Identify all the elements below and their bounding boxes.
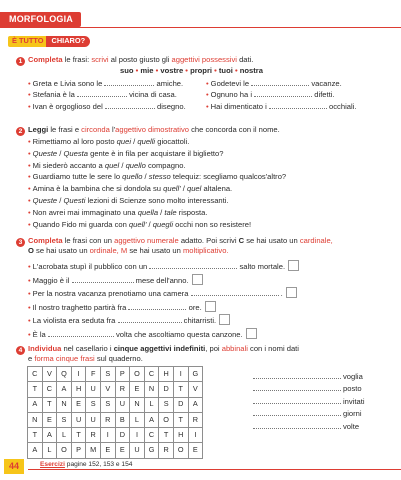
ex3-number: 3 xyxy=(16,238,25,247)
ex4-noun-list xyxy=(253,372,398,434)
grid-cell[interactable]: D xyxy=(173,397,188,412)
noun-row xyxy=(253,422,398,434)
fill-line xyxy=(28,314,398,328)
answer-blank[interactable] xyxy=(253,372,341,379)
choice-word[interactable]: quei xyxy=(116,137,132,146)
grid-cell[interactable]: S xyxy=(86,397,101,412)
instruction-segment: scrivi xyxy=(91,55,109,64)
bullet-icon: • xyxy=(28,289,31,299)
sentence-text: Non avrei mai immaginato una xyxy=(32,207,138,217)
word-separator-icon: • xyxy=(133,66,141,75)
grid-cell[interactable]: E xyxy=(188,443,203,458)
section-title: MORFOLOGIA xyxy=(0,12,81,27)
grid-cell[interactable]: P xyxy=(71,443,86,458)
grid-row xyxy=(28,367,203,382)
sentence-start: L'acrobata stupì il pubblico con un xyxy=(32,262,150,271)
instruction-segment: le frasi e xyxy=(48,125,82,134)
sentence-text: altalena. xyxy=(201,184,233,194)
grid-cell[interactable]: E xyxy=(130,382,145,397)
bullet-icon: • xyxy=(28,262,31,271)
sentence-row xyxy=(28,208,398,220)
answer-blank[interactable] xyxy=(149,262,237,269)
answer-checkbox[interactable] xyxy=(192,274,203,285)
ex1-word-bank xyxy=(120,66,263,75)
bullet-icon: • xyxy=(28,172,31,182)
instruction-segment: se hai usato un xyxy=(244,236,300,245)
ex1-instruction-text xyxy=(28,55,253,64)
word-separator-icon: • xyxy=(232,66,240,75)
sentence-text: Amina è la bambina che si dondola su xyxy=(32,184,164,194)
grid-cell[interactable]: C xyxy=(144,367,159,382)
grid-cell[interactable]: R xyxy=(100,412,115,427)
instruction-segment: aggettivi possessivi xyxy=(171,55,237,64)
sentence-end: vacanze. xyxy=(309,79,342,88)
ex2-number: 2 xyxy=(16,127,25,136)
instruction-segment: e xyxy=(28,354,35,363)
bullet-icon: • xyxy=(28,275,31,285)
instruction-segment: l' xyxy=(109,125,116,134)
choice-word[interactable]: Questa xyxy=(63,148,88,158)
grid-cell[interactable]: A xyxy=(144,412,159,427)
grid-cell[interactable]: H xyxy=(71,382,86,397)
grid-cell[interactable]: O xyxy=(57,443,72,458)
grid-cell[interactable]: U xyxy=(130,443,145,458)
ex4-number: 4 xyxy=(16,346,25,355)
sentence-end: disegno. xyxy=(154,101,186,111)
choice-word[interactable]: quelli xyxy=(137,137,156,146)
grid-cell[interactable]: V xyxy=(188,382,203,397)
ex3-instruction-line1 xyxy=(28,236,333,245)
grid-cell[interactable]: G xyxy=(144,443,159,458)
answer-blank[interactable] xyxy=(104,79,154,86)
grid-cell[interactable]: I xyxy=(130,428,145,443)
noun-row xyxy=(253,384,398,396)
instruction-segment: forma cinque frasi xyxy=(34,354,95,363)
instruction-segment: al posto giusto gli xyxy=(108,55,172,64)
ex1-instruction xyxy=(16,55,253,66)
bullet-icon: • xyxy=(28,219,31,229)
instruction-segment: se hai usato un xyxy=(33,246,90,255)
grid-cell[interactable]: L xyxy=(57,428,72,443)
word-bank-item: nostra xyxy=(239,66,263,75)
grid-row xyxy=(28,443,203,458)
sentence-text: giocattoli. xyxy=(155,137,190,146)
fill-line xyxy=(206,79,396,90)
grid-cell[interactable]: C xyxy=(28,367,43,382)
grid-cell[interactable]: L xyxy=(42,443,57,458)
grid-cell[interactable]: T xyxy=(159,428,174,443)
grid-cell[interactable]: E xyxy=(42,412,57,427)
ex2-list xyxy=(28,137,398,231)
grid-cell[interactable]: V xyxy=(100,382,115,397)
choice-word[interactable]: quello xyxy=(125,160,146,170)
sentence-row xyxy=(28,149,398,161)
sentence-end: mese dell'anno. xyxy=(133,275,189,285)
grid-cell[interactable]: N xyxy=(57,397,72,412)
ex4-instruction-line1 xyxy=(28,344,299,353)
noun-label: posto xyxy=(343,384,362,394)
bullet-icon: • xyxy=(28,79,31,88)
footer-rule xyxy=(28,469,401,470)
grid-cell[interactable]: I xyxy=(100,428,115,443)
review-badge xyxy=(8,36,90,47)
grid-cell[interactable]: M xyxy=(86,443,101,458)
fill-line xyxy=(28,301,398,315)
grid-cell[interactable]: S xyxy=(57,412,72,427)
sentence-row xyxy=(28,172,398,184)
answer-checkbox[interactable] xyxy=(286,287,297,298)
word-bank-item: tuoi xyxy=(218,66,233,75)
grid-cell[interactable]: H xyxy=(159,367,174,382)
answer-blank[interactable] xyxy=(253,409,341,416)
answer-blank[interactable] xyxy=(269,102,327,109)
instruction-segment: O xyxy=(28,246,34,255)
word-bank-item: propri xyxy=(190,66,213,75)
answer-blank[interactable] xyxy=(253,384,341,391)
fill-line xyxy=(28,274,398,288)
instruction-segment: Leggi xyxy=(28,125,49,134)
answer-blank[interactable] xyxy=(72,276,134,283)
sentence-text: / xyxy=(57,195,64,205)
answer-blank[interactable] xyxy=(254,90,312,97)
sentence-row xyxy=(28,196,398,208)
fill-line xyxy=(28,328,398,342)
choice-word[interactable]: stesso xyxy=(148,172,171,182)
sentence-text: compagno. xyxy=(145,160,186,170)
instruction-segment: C xyxy=(238,236,245,245)
grid-cell[interactable]: O xyxy=(130,367,145,382)
sentence-text: Rimettiamo al loro posto xyxy=(32,137,117,146)
grid-cell[interactable]: B xyxy=(115,412,130,427)
grid-cell[interactable]: T xyxy=(173,412,188,427)
sentence-text: / xyxy=(146,219,153,229)
word-separator-icon: • xyxy=(212,66,219,75)
sentence-text: Quando Fido mi guarda con xyxy=(32,219,129,229)
grid-cell[interactable]: D xyxy=(115,428,130,443)
noun-label: invitati xyxy=(343,396,365,406)
grid-cell[interactable]: S xyxy=(159,397,174,412)
sentence-text: telequiz: scegliamo qualcos'altro? xyxy=(170,172,287,182)
answer-blank[interactable] xyxy=(253,422,341,429)
grid-cell[interactable]: A xyxy=(28,397,43,412)
fill-line xyxy=(28,102,208,113)
sentence-start: Godetevi le xyxy=(210,79,252,88)
bullet-icon: • xyxy=(28,101,31,111)
sentence-start: Maggio è il xyxy=(32,275,72,285)
sentence-end: volta che ascoltiamo questa canzone. xyxy=(113,329,243,339)
sentence-end: salto mortale. xyxy=(237,262,286,271)
noun-row xyxy=(253,409,398,421)
bullet-icon: • xyxy=(28,90,31,100)
instruction-segment: cinque aggettivi indefiniti xyxy=(113,344,206,353)
choice-word[interactable]: quel xyxy=(104,160,120,170)
choice-word[interactable]: quella xyxy=(137,207,159,217)
bullet-icon: • xyxy=(206,90,209,100)
sentence-end: . xyxy=(278,289,283,299)
header-rule xyxy=(0,27,401,28)
grid-cell[interactable]: S xyxy=(100,367,115,382)
sentence-start: Stefania è la xyxy=(32,90,77,100)
grid-cell[interactable]: N xyxy=(144,382,159,397)
ex3-list xyxy=(28,260,398,342)
exercises-pages: pagine 152, 153 e 154 xyxy=(66,461,133,468)
instruction-segment: Individua xyxy=(28,344,62,353)
answer-checkbox[interactable] xyxy=(288,260,299,271)
bullet-icon: • xyxy=(28,184,31,194)
choice-word[interactable]: tale xyxy=(164,207,177,217)
ex1-left-column xyxy=(28,79,208,113)
fill-line xyxy=(206,90,396,101)
grid-cell[interactable]: A xyxy=(42,428,57,443)
instruction-segment: nel casellario i xyxy=(61,344,114,353)
grid-cell[interactable]: F xyxy=(86,367,101,382)
exercises-label: Esercizi xyxy=(40,461,65,468)
choice-word[interactable]: quello xyxy=(122,172,143,182)
grid-cell[interactable]: Q xyxy=(57,367,72,382)
grid-cell[interactable]: V xyxy=(42,367,57,382)
instruction-segment: dati. xyxy=(236,55,254,64)
instruction-segment: Completa xyxy=(28,236,63,245)
grid-cell[interactable]: T xyxy=(28,382,43,397)
grid-cell[interactable]: P xyxy=(115,367,130,382)
grid-cell[interactable]: I xyxy=(173,367,188,382)
fill-line xyxy=(206,102,396,113)
grid-cell[interactable]: N xyxy=(130,397,145,412)
grid-cell[interactable]: R xyxy=(115,382,130,397)
choice-word[interactable]: quell' xyxy=(128,219,147,229)
sentence-end: ore. xyxy=(186,302,202,312)
sentence-text: / xyxy=(131,137,138,146)
sentence-text: occhi non so resistere! xyxy=(173,219,252,229)
grid-cell[interactable]: T xyxy=(173,382,188,397)
instruction-segment: le frasi: xyxy=(62,55,92,64)
sentence-end: difetti. xyxy=(312,90,335,100)
grid-cell[interactable]: O xyxy=(173,443,188,458)
instruction-segment: che concorda con il nome. xyxy=(189,125,280,134)
bullet-icon: • xyxy=(28,207,31,217)
ex1-number: 1 xyxy=(16,57,25,66)
grid-cell[interactable]: A xyxy=(28,443,43,458)
instruction-segment: le frasi con un xyxy=(62,236,115,245)
bullet-icon: • xyxy=(28,137,31,146)
fill-line xyxy=(28,90,208,101)
instruction-segment: sul quaderno. xyxy=(94,354,143,363)
instruction-segment: aggettivo numerale xyxy=(114,236,179,245)
instruction-segment: cardinale, xyxy=(299,236,333,245)
badge-left: È TUTTO xyxy=(8,36,47,47)
bullet-icon: • xyxy=(206,101,209,111)
answer-checkbox[interactable] xyxy=(219,314,230,325)
sentence-start: Per la nostra vacanza prenotiamo una camera xyxy=(32,289,191,299)
grid-cell[interactable]: G xyxy=(188,367,203,382)
instruction-segment: , poi xyxy=(205,344,222,353)
grid-cell[interactable]: L xyxy=(144,397,159,412)
fill-line xyxy=(28,287,398,301)
answer-checkbox[interactable] xyxy=(246,328,257,339)
grid-row xyxy=(28,397,203,412)
word-bank-item: mie xyxy=(140,66,154,75)
sentence-row xyxy=(28,184,398,196)
sentence-text: gente è in fila per acquistare il biglietto? xyxy=(87,148,224,158)
ex1-right-column xyxy=(206,79,396,113)
choice-word[interactable]: Queste xyxy=(32,148,58,158)
bullet-icon: • xyxy=(28,316,31,326)
choice-word[interactable]: quegli xyxy=(152,219,174,229)
sentence-text: / xyxy=(180,184,187,194)
grid-cell[interactable]: N xyxy=(28,412,43,427)
word-separator-icon: • xyxy=(153,66,161,75)
grid-cell[interactable]: R xyxy=(188,412,203,427)
sentence-end: vicina di casa. xyxy=(127,90,177,100)
grid-cell[interactable]: H xyxy=(173,428,188,443)
grid-row xyxy=(28,382,203,397)
choice-word[interactable]: quell' xyxy=(163,184,181,194)
grid-cell[interactable]: C xyxy=(42,382,57,397)
sentence-text: Mi siederò accanto a xyxy=(32,160,105,170)
instruction-segment: Completa xyxy=(28,55,63,64)
noun-label: voglia xyxy=(343,372,363,381)
grid-cell[interactable]: E xyxy=(71,397,86,412)
grid-cell[interactable]: T xyxy=(71,428,86,443)
grid-row xyxy=(28,412,203,427)
grid-cell[interactable]: E xyxy=(115,443,130,458)
sentence-end: amiche. xyxy=(154,79,184,88)
grid-cell[interactable]: L xyxy=(130,412,145,427)
instruction-segment: con i nomi dati xyxy=(247,344,299,353)
ex2-instruction-text xyxy=(28,125,280,134)
answer-blank[interactable] xyxy=(128,303,186,310)
sentence-row xyxy=(28,220,398,232)
instruction-segment: adatto. Poi scrivi xyxy=(178,236,239,245)
badge-right: CHIARO? xyxy=(46,36,90,47)
answer-blank[interactable] xyxy=(105,102,155,109)
fill-line xyxy=(28,260,398,274)
grid-cell[interactable]: U xyxy=(86,412,101,427)
sentence-start: Ognuno ha i xyxy=(210,90,255,100)
choice-word[interactable]: quel xyxy=(186,184,202,194)
sentence-row xyxy=(28,161,398,173)
grid-cell[interactable]: I xyxy=(188,428,203,443)
bullet-icon: • xyxy=(28,329,31,339)
sentence-start: La violista era seduta fra xyxy=(32,316,118,326)
word-bank-item: vostre xyxy=(160,66,184,75)
grid-cell[interactable]: O xyxy=(159,412,174,427)
answer-blank[interactable] xyxy=(77,90,127,97)
word-search-grid xyxy=(27,366,203,459)
noun-label: giorni xyxy=(343,409,362,419)
grid-cell[interactable]: U xyxy=(86,382,101,397)
bullet-icon: • xyxy=(28,302,31,312)
instruction-segment: abbinali xyxy=(221,344,248,353)
sentence-start: Hai dimenticato i xyxy=(210,101,269,111)
answer-checkbox[interactable] xyxy=(205,301,216,312)
sentence-start: Greta e Livia sono le xyxy=(32,79,105,88)
sentence-end: chitarristi. xyxy=(181,316,217,326)
bullet-icon: • xyxy=(28,160,31,170)
noun-row xyxy=(253,397,398,409)
answer-blank[interactable] xyxy=(253,397,341,404)
sentence-row xyxy=(28,137,398,149)
answer-blank[interactable] xyxy=(251,79,309,86)
sentence-text: risposta. xyxy=(176,207,208,217)
ex2-instruction xyxy=(16,125,280,136)
word-bank-item: suo xyxy=(120,66,134,75)
noun-row xyxy=(253,372,398,384)
grid-cell[interactable]: R xyxy=(159,443,174,458)
sentence-text: / xyxy=(57,148,64,158)
sentence-text: / xyxy=(158,207,165,217)
sentence-text: Guardiamo tutte le sere lo xyxy=(32,172,123,182)
sentence-start: Il nostro traghetto partirà fra xyxy=(32,302,129,312)
sentence-text: / xyxy=(142,172,149,182)
fill-line xyxy=(28,79,208,90)
sentence-text: lezioni di Scienze sono molto interessanti. xyxy=(85,195,229,205)
grid-cell[interactable]: S xyxy=(100,397,115,412)
grid-cell[interactable]: E xyxy=(100,443,115,458)
grid-cell[interactable]: U xyxy=(71,412,86,427)
sentence-end: occhiali. xyxy=(326,101,357,111)
grid-cell[interactable]: A xyxy=(188,397,203,412)
exercises-reference xyxy=(40,461,132,469)
instruction-segment: se hai usato un xyxy=(127,246,183,255)
answer-blank[interactable] xyxy=(191,289,279,296)
sentence-start: Ivan è orgoglioso del xyxy=(32,101,105,111)
word-separator-icon: • xyxy=(183,66,191,75)
grid-row xyxy=(28,428,203,443)
bullet-icon: • xyxy=(28,195,31,205)
page-number: 44 xyxy=(4,459,24,474)
grid-cell[interactable]: U xyxy=(115,397,130,412)
instruction-segment: aggettivo dimostrativo xyxy=(115,125,189,134)
grid-cell[interactable]: T xyxy=(28,428,43,443)
noun-label: volte xyxy=(343,421,360,431)
answer-blank[interactable] xyxy=(48,330,114,337)
instruction-segment: circonda xyxy=(81,125,110,134)
ex4-instruction-line2 xyxy=(28,354,143,363)
sentence-start: È la xyxy=(32,329,48,339)
instruction-segment: ordinale, M xyxy=(89,246,128,255)
answer-blank[interactable] xyxy=(118,316,182,323)
bullet-icon: • xyxy=(206,79,209,88)
grid-cell[interactable]: D xyxy=(159,382,174,397)
instruction-segment: moltiplicativo. xyxy=(182,246,229,255)
choice-word[interactable]: Queste xyxy=(32,195,58,205)
sentence-text: / xyxy=(119,160,126,170)
bullet-icon: • xyxy=(28,148,31,158)
grid-cell[interactable]: R xyxy=(86,428,101,443)
grid-cell[interactable]: T xyxy=(42,397,57,412)
grid-cell[interactable]: A xyxy=(57,382,72,397)
ex3-instruction-line2 xyxy=(28,246,229,255)
choice-word[interactable]: Questi xyxy=(63,195,86,205)
grid-cell[interactable]: I xyxy=(71,367,86,382)
grid-cell[interactable]: C xyxy=(144,428,159,443)
